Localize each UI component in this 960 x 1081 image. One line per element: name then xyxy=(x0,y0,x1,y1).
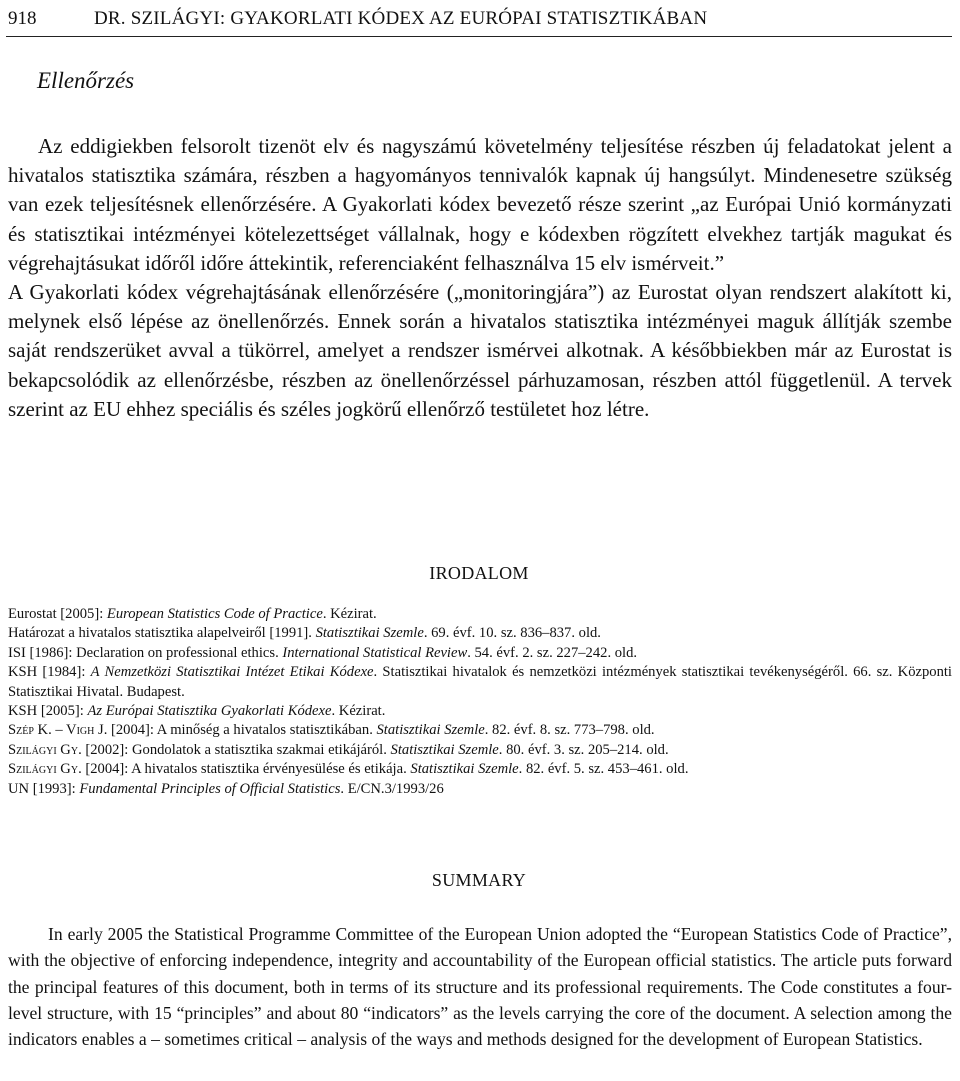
page-number: 918 xyxy=(8,8,37,29)
reference-details: . 69. évf. 10. sz. 836–837. old. xyxy=(423,625,601,642)
reference-item xyxy=(8,644,952,663)
reference-text: [2002]: Gondolatok a statisztika szakmai etikájáról. xyxy=(81,741,391,758)
reference-text: UN [1993]: xyxy=(8,780,80,797)
reference-details: . Statisztikai hivatalok és nemzetközi intézmények statisztikai tevékenységéről. 66. sz. Központi Statisztikai Hivatal. Budapest. xyxy=(8,664,952,700)
page-header xyxy=(6,0,952,37)
reference-item xyxy=(8,760,952,779)
reference-text: Eurostat [2005]: xyxy=(8,606,107,622)
reference-author: Szilágyi Gy. xyxy=(8,761,82,778)
reference-author: Szilágyi Gy. xyxy=(8,741,82,758)
section-title: Ellenőrzés xyxy=(37,68,135,93)
reference-text: Határozat a hivatalos statisztika alapelveiről [1991]. xyxy=(8,625,316,642)
running-head: DR. SZILÁGYI: GYAKORLATI KÓDEX AZ EURÓPAI STATISZTIKÁBAN xyxy=(94,8,708,29)
reference-title: Statisztikai Szemle xyxy=(315,625,424,642)
paragraph-2: A Gyakorlati kódex végrehajtásának ellenőrzésére („monitoringjára”) az Eurostat olyan rendszert alakított ki, melynek első lépése az önellenőrzés. Ennek során a hivatalos statisztika intézményei maguk állítják szembe saját rendszerüket avval a tükörrel, amelyet a rendszer ismérvei alkotnak. A későbbiekben már az Eurostat is bekapcsolódik az ellenőrzésbe, részben az önellenőrzéssel párhuzamosan, részben attól függetlenül. A tervek szerint az EU ehhez speciális és széles jogkörű ellenőrző testületet hoz létre. xyxy=(8,280,952,421)
reference-item xyxy=(8,624,952,643)
reference-text: KSH [2005]: xyxy=(8,703,88,720)
paragraph-1: Az eddigiekben felsorolt tizenöt elv és nagyszámú követelmény teljesítése részben új feladatokat jelent a hivatalos statisztika számára, részben a hagyományos tennivalók kapnak új hangsúlyt. Mindenesetre szükség van ezek teljesítésnek ellenőrzésére. A Gyakorlati kódex bevezető része szerint „az Európai Unió kormányzati és statisztikai intézményei kötelezettséget vállalnak, hogy e kódexben rögzített elvekhez tartják magukat és végrehajtásukat időről időre áttekintik, referenciaként felhasználva 15 elv ismérveit.” xyxy=(8,134,952,275)
reference-item xyxy=(8,721,952,740)
reference-details: . 80. évf. 3. sz. 205–214. old. xyxy=(498,741,669,758)
reference-title: Fundamental Principles of Official Statistics xyxy=(79,780,341,797)
body-text xyxy=(8,132,952,424)
summary-heading: SUMMARY xyxy=(431,870,527,890)
reference-item xyxy=(8,702,952,721)
reference-title: Statisztikai Szemle xyxy=(410,761,519,778)
reference-text: KSH [1984]: xyxy=(8,664,91,681)
reference-item xyxy=(8,780,952,799)
reference-details: . Kézirat. xyxy=(322,606,377,622)
reference-details: . Kézirat. xyxy=(331,703,386,720)
summary-section xyxy=(8,921,952,1052)
reference-title: Statisztikai Szemle xyxy=(376,722,485,739)
reference-title: International Statistical Review xyxy=(282,644,468,661)
references-list xyxy=(8,605,952,799)
reference-title: A Nemzetközi Statisztikai Intézet Etikai Kódexe xyxy=(90,664,374,681)
reference-text: ISI [1986]: Declaration on professional ethics. xyxy=(8,644,283,661)
reference-details: . 82. évf. 8. sz. 773–798. old. xyxy=(484,722,655,739)
summary-text: In early 2005 the Statistical Programme Committee of the European Union adopted the “European Statistics Code of Practice”, with the objective of enforcing independence, integrity and accountability of the European official statistics. The article puts forward the principal features of this document, both in terms of its structure and its professional requirements. The Code constitutes a four-level structure, with 15 “principles” and about 80 “indicators” as the levels carrying the core of the document. A selection among the indicators enables a – sometimes critical – analysis of the ways and methods designed for the development of European Statistics. xyxy=(8,924,952,1050)
reference-title: Az Európai Statisztika Gyakorlati Kódexe xyxy=(87,703,332,720)
reference-author: Szép K. – Vigh J. xyxy=(8,722,108,739)
reference-details: . 82. évf. 5. sz. 453–461. old. xyxy=(518,761,689,778)
reference-details: . E/CN.3/1993/26 xyxy=(340,780,444,797)
reference-title: European Statistics Code of Practice xyxy=(106,606,323,622)
reference-item xyxy=(8,741,952,760)
reference-item xyxy=(8,605,952,624)
journal-page xyxy=(6,0,952,1050)
reference-title: Statisztikai Szemle xyxy=(390,741,499,758)
reference-details: . 54. évf. 2. sz. 227–242. old. xyxy=(467,644,638,661)
reference-text: [2004]: A minőség a hivatalos statisztikában. xyxy=(107,722,377,739)
reference-item xyxy=(8,663,952,702)
references-heading: IRODALOM xyxy=(429,563,529,583)
reference-text: [2004]: A hivatalos statisztika érvényesülése és etikája. xyxy=(81,761,411,778)
